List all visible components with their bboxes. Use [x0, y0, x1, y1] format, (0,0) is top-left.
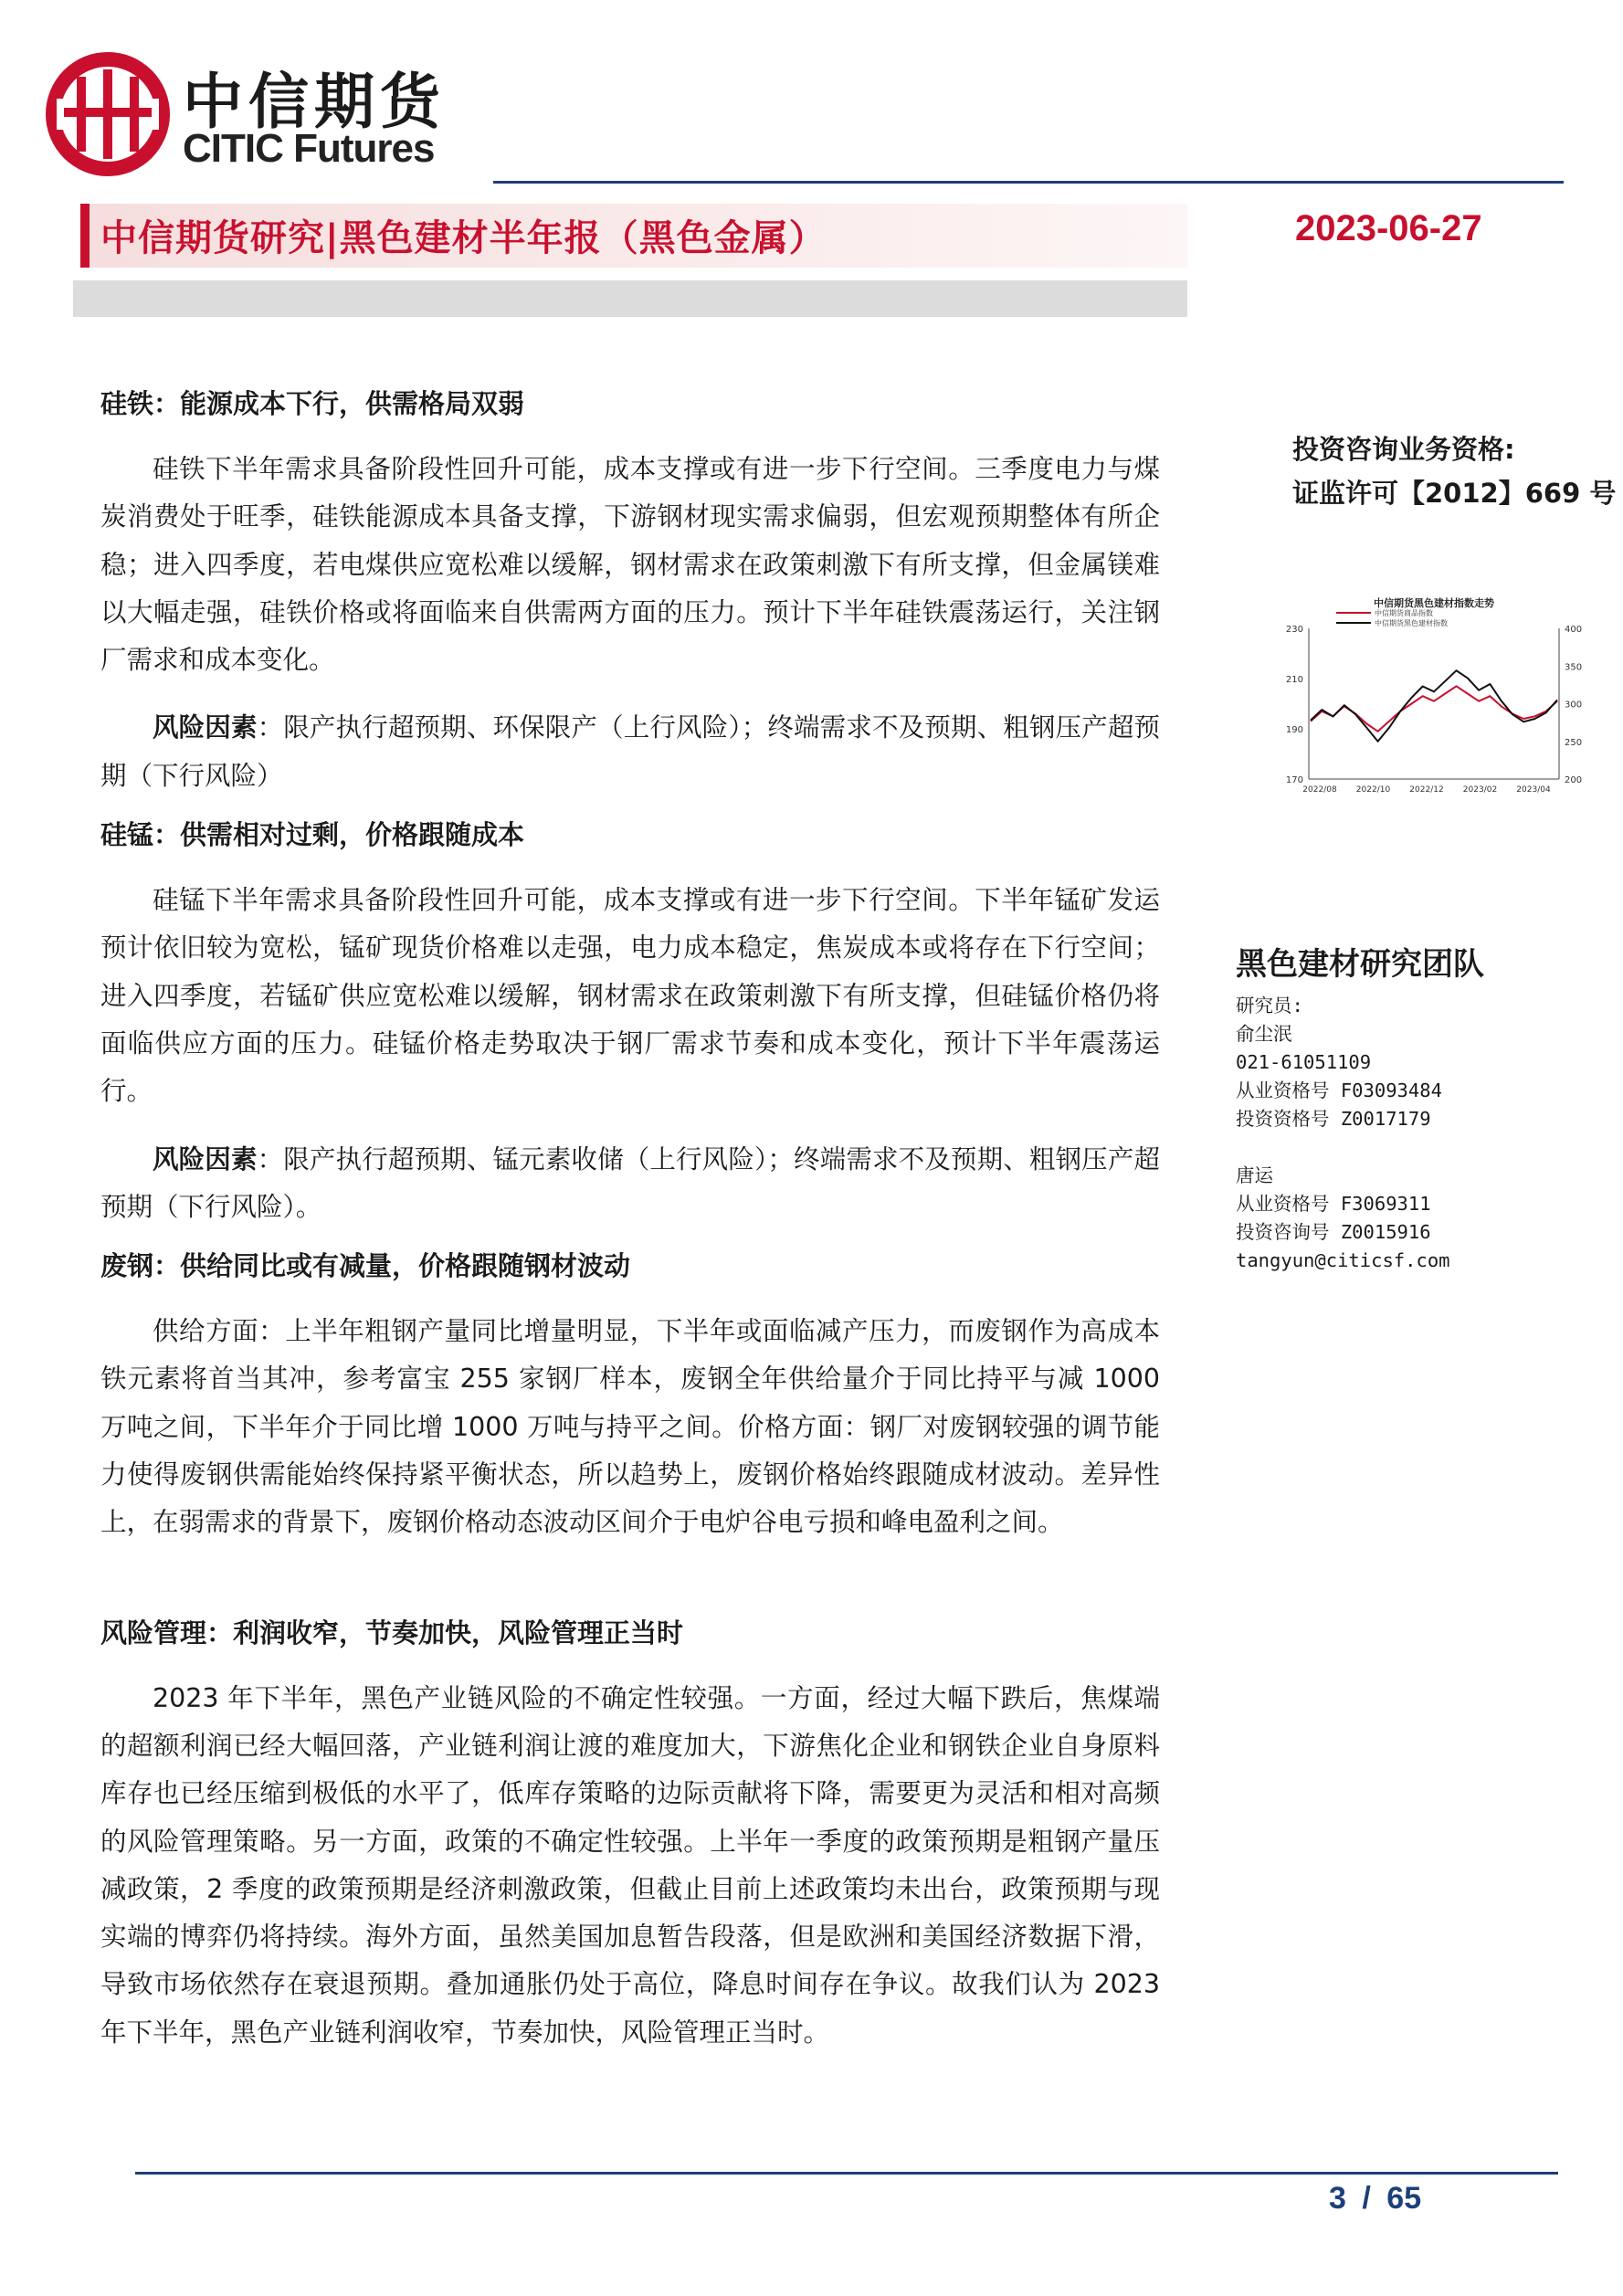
logo-en-text: CITIC Futures	[183, 126, 435, 171]
section-heading-risk-management: 风险管理：利润收窄，节奏加快，风险管理正当时	[100, 1617, 684, 1648]
page-separator: /	[1362, 2181, 1371, 2216]
paragraph-text: 供给方面：上半年粗钢产量同比增量明显，下半年或面临减产压力，而废钢作为高成本铁元素将首当其冲，参考富宝 255 家钢厂样本，废钢全年供给量介于同比持平与减 1000 万吨之间，下半年介于同比增 1000 万吨与持平之间。价格方面：钢厂对废钢较强的调节能力使得废钢供需能始终保持紧平衡状态，所以趋势上，废钢价格始终跟随成材波动。差异性上，在弱需求的背景下，废钢价格动态波动区间介于电炉谷电亏损和峰电盈利之间。	[100, 1316, 1160, 1538]
header-rule	[493, 181, 1564, 184]
sub-banner	[73, 280, 1187, 317]
risk-paragraph	[100, 704, 1160, 800]
right-tick-label: 400	[1565, 625, 1583, 635]
report-date: 2023-06-27	[1295, 208, 1482, 248]
risk-label: 风险因素	[153, 1143, 258, 1174]
team-title: 黑色建材研究团队	[1236, 946, 1484, 983]
paragraph-text: ：限产执行超预期、锰元素收储（上行风险）；终端需求不及预期、粗钢压产超预期（下行风险）。	[100, 1143, 1160, 1222]
paragraph-text: ：限产执行超预期、环保限产（上行风险）；终端需求不及预期、粗钢压产超预期（下行风险）	[100, 712, 1160, 791]
license-label: 投资咨询业务资格:	[1292, 434, 1515, 465]
index-chart	[1265, 594, 1603, 813]
section-heading-scrap-steel: 废钢：供给同比或有减量，价格跟随钢材波动	[100, 1250, 631, 1282]
contact-line: 021-61051109	[1236, 1051, 1372, 1073]
right-tick-label: 350	[1565, 662, 1583, 673]
contact-line: 投资资格号 Z0017179	[1236, 1108, 1431, 1130]
paragraph	[100, 446, 1160, 684]
x-tick-label: 2022/08	[1302, 785, 1337, 795]
x-tick-label: 2023/02	[1462, 785, 1498, 795]
paragraph	[100, 877, 1160, 1115]
legend-label: 中信期货商品指数	[1375, 609, 1433, 617]
paragraph-text: 硅铁下半年需求具备阶段性回升可能，成本支撑或有进一步下行空间。三季度电力与煤炭消费处于旺季，硅铁能源成本具备支撑，下游钢材现实需求偏弱，但宏观预期整体有所企稳；进入四季度，若电煤供应宽松难以缓解，钢材需求在政策刺激下有所支撑，但金属镁难以大幅走强，硅铁价格或将面临来自供需两方面的压力。预计下半年硅铁震荡运行，关注钢厂需求和成本变化。	[100, 454, 1160, 676]
page-total: 65	[1386, 2181, 1422, 2216]
report-title: 中信期货研究|黑色建材半年报（黑色金属）	[100, 217, 827, 259]
x-tick-label: 2023/04	[1516, 785, 1551, 795]
paragraph-text: 硅锰下半年需求具备阶段性回升可能，成本支撑或有进一步下行空间。下半年锰矿发运预计依旧较为宽松，锰矿现货价格难以走强，电力成本稳定，焦炭成本或将存在下行空间；进入四季度，若锰矿供应宽松难以缓解，钢材需求在政策刺激下有所支撑，但硅锰价格仍将面临供应方面的压力。硅锰价格走势取决于钢厂需求节奏和成本变化，预计下半年震荡运行。	[100, 885, 1160, 1107]
paragraph	[100, 1675, 1160, 2057]
section-heading-ferrosilicon: 硅铁：能源成本下行，供需格局双弱	[100, 388, 525, 419]
left-tick-label: 210	[1285, 675, 1303, 685]
license-block	[1292, 427, 1617, 515]
page-number	[1329, 2181, 1421, 2217]
logo-cn-text: 中信期货	[183, 66, 446, 137]
contact-line: 唐运	[1236, 1164, 1273, 1186]
contact-spacer	[1236, 1133, 1450, 1162]
contact-line: 研究员:	[1236, 995, 1303, 1016]
x-tick-label: 2022/10	[1355, 785, 1391, 795]
index-chart-svg	[1265, 594, 1603, 813]
left-tick-label: 190	[1285, 725, 1303, 735]
paragraph-text: 2023 年下半年，黑色产业链风险的不确定性较强。一方面，经过大幅下跌后，焦煤端的超额利润已经大幅回落，产业链利润让渡的难度加大，下游焦化企业和钢铁企业自身原料库存也已经压缩到极低的水平了，低库存策略的边际贡献将下降，需要更为灵活和相对高频的风险管理策略。另一方面，政策的不确定性较强。上半年一季度的政策预期是粗钢产量压减政策，2 季度的政策预期是经济刺激政策，但截止目前上述政策均未出台，政策预期与现实端的博弈仍将持续。海外方面，虽然美国加息暂告段落，但是欧洲和美国经济数据下滑，导致市场依然存在衰退预期。叠加通胀仍处于高位，降息时间存在争议。故我们认为 2023 年下半年，黑色产业链利润收窄，节奏加快，风险管理正当时。	[100, 1682, 1160, 2048]
contact-line: 俞尘泯	[1236, 1023, 1292, 1045]
contact-line: 从业资格号 F03093484	[1236, 1080, 1442, 1101]
citic-emblem-icon	[37, 46, 192, 183]
main-column	[100, 382, 1160, 2057]
chart-title: 中信期货黑色建材指数走势	[1374, 597, 1494, 609]
contact-list	[1236, 992, 1450, 1275]
risk-paragraph	[100, 1136, 1160, 1232]
contact-line: 从业资格号 F3069311	[1236, 1193, 1431, 1215]
x-tick-label: 2022/12	[1409, 785, 1444, 795]
left-tick-label: 170	[1285, 775, 1303, 785]
series-line	[1311, 670, 1557, 742]
contact-email[interactable]: tangyun@citicsf.com	[1236, 1249, 1450, 1271]
paragraph	[100, 1308, 1160, 1546]
right-tick-label: 250	[1565, 737, 1583, 748]
left-tick-label: 230	[1285, 625, 1303, 635]
contact-line: 投资咨询号 Z0015916	[1236, 1221, 1431, 1243]
footer-rule	[135, 2172, 1558, 2175]
section-heading-silicomanganese: 硅锰：供需相对过剩，价格跟随成本	[100, 819, 525, 851]
right-tick-label: 300	[1565, 700, 1583, 711]
right-tick-label: 200	[1565, 775, 1583, 785]
page-current: 3	[1329, 2181, 1346, 2216]
legend-label: 中信期货黑色建材指数	[1375, 619, 1448, 627]
license-number: 证监许可【2012】669 号	[1292, 478, 1617, 509]
risk-label: 风险因素	[153, 712, 258, 743]
